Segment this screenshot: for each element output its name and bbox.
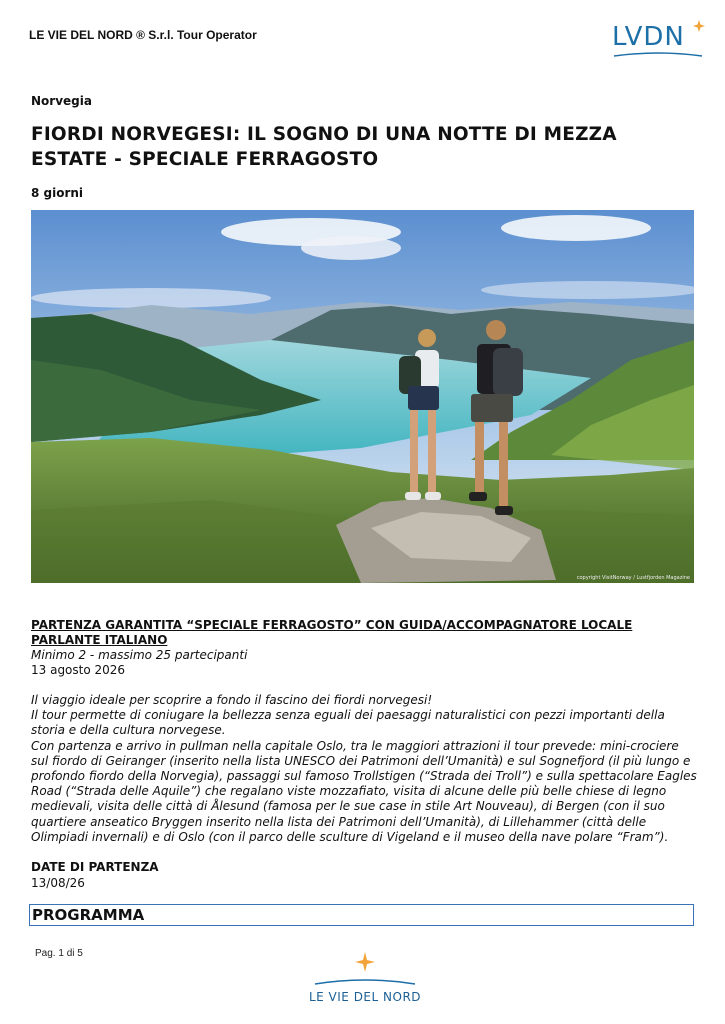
- departure-date: 13 agosto 2026: [31, 663, 126, 677]
- country-label: Norvegia: [31, 94, 92, 108]
- participants-info: Minimo 2 - massimo 25 partecipanti: [31, 648, 248, 662]
- departure-heading: PARTENZA GARANTITA “SPECIALE FERRAGOSTO” CON GUIDA/ACCOMPAGNATORE LOCALE PARLANTE ITALIANO: [31, 618, 633, 647]
- intro-paragraph: Il viaggio ideale per scoprire a fondo il fascino dei fiordi norvegesi!: [31, 693, 433, 707]
- lvdn-logo: [610, 20, 706, 64]
- footer-brand: LE VIE DEL NORD: [308, 990, 422, 1004]
- hero-photo: [31, 210, 694, 583]
- company-name: LE VIE DEL NORD ® S.r.l. Tour Operator: [29, 28, 257, 42]
- logo-text: LVDN: [612, 22, 685, 52]
- intro-text: [31, 693, 697, 845]
- star-icon: [610, 20, 706, 64]
- trip-duration: 8 giorni: [31, 186, 84, 200]
- page-number: Pag. 1 di 5: [35, 948, 83, 959]
- page-title: FIORDI NORVEGESI: IL SOGNO DI UNA NOTTE DI MEZZA ESTATE - SPECIALE FERRAGOSTO: [31, 124, 617, 170]
- footer-logo: [290, 950, 440, 1010]
- dates-value: 13/08/26: [31, 876, 85, 890]
- intro-paragraph: Il tour permette di coniugare la bellezza senza eguali dei paesaggi naturalistici con pezzi importanti della storia e della cultura norvegese.: [31, 708, 665, 738]
- intro-paragraph: Con partenza e arrivo in pullman nella capitale Oslo, tra le maggiori attrazioni il tour prevede: mini-crociere sul fiordo di Geiranger (inserito nella lista UNESCO dei Patrimoni dell’Umanità) e sul Sognefjord (il più lungo e profondo fiordo della Norvegia), passaggi sul famoso Trollstigen (“Strada dei Troll”) e sulla spettacolare Eagles Road (“Strada delle Aquile”) che regalano viste mozzafiato, visita di alcune delle più belle chiese di legno medievali, visita delle città di Ålesund (famosa per le sue case in stile Art Nouveau), di Bergen (con il suo quartiere anseatico Bryggen inserito nella lista dei Patrimoni dell’Umanità), di Lillehammer (città delle Olimpiadi invernali) e di Oslo (con il parco delle sculture di Vigeland e il museo della nave polare “Fram”).: [31, 738, 697, 844]
- dates-label: DATE DI PARTENZA: [31, 860, 159, 874]
- photo-credit: copyright VisitNorway / Lustfjorden Magazine: [576, 575, 690, 581]
- programma-section-header: PROGRAMMA: [29, 904, 694, 926]
- footer-star-icon: [290, 950, 440, 994]
